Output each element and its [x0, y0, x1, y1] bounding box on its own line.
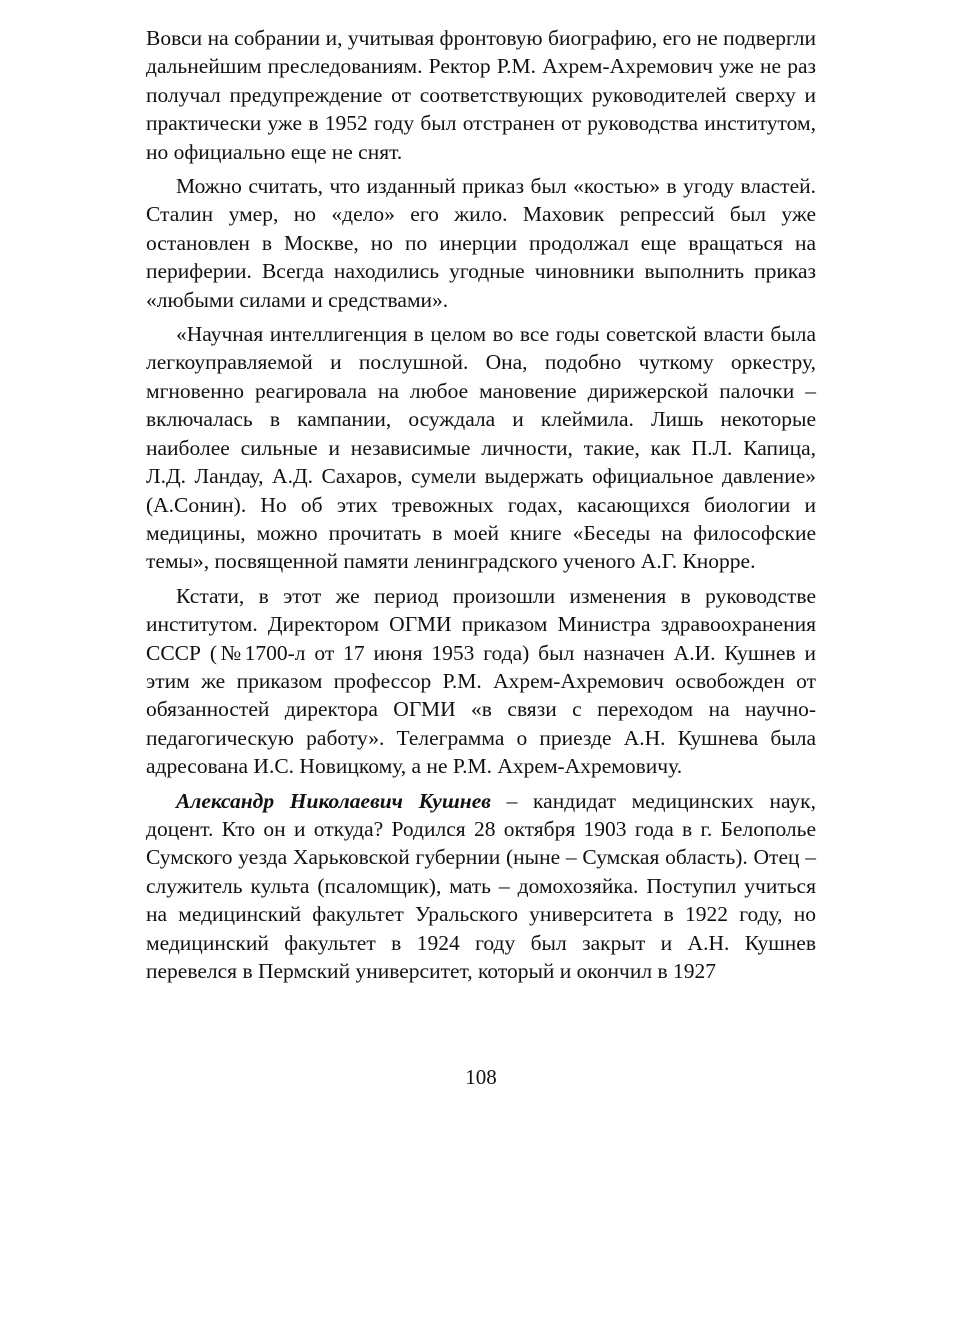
paragraph-4: Кстати, в этот же период произошли изменения в руководстве институтом. Директором ОГМИ приказом Министра здравоохранения СССР (№1700-л от 17 июня 1953 года) был назначен А.И. Кушнев и этим же приказом профессор Р.М. Ахрем-Ахремович освобожден от обязанностей директора ОГМИ «в связи с переходом на научно-педагогическую работу». Телеграмма о приезде А.Н. Кушнева была адресована И.С. Новицкому, а не Р.М. Ахрем-Ахремовичу. — [146, 583, 816, 779]
paragraph-5 — [146, 787, 816, 986]
paragraph-2: Можно считать, что изданный приказ был «костью» в угоду властей. Сталин умер, но «дело» его жило. Маховик репрессий был уже остановлен в Москве, но по инерции продолжал еще вращаться на периферии. Всегда находились угодные чиновники выполнить приказ «любыми силами и средствами». — [146, 174, 816, 312]
person-name: Александр Николаевич Кушнев — [176, 788, 491, 813]
paragraph-3: «Научная интеллигенция в целом во все годы советской власти была легкоуправляемой и послушной. Она, подобно чуткому оркестру, мгновенно реагировала на любое мановение дирижерской палочки – включалась в кампании, осуждала и клеймила. Лишь некоторые наиболее сильные и независимые личности, такие, как П.Л. Капица, Л.Д. Ландау, А.Д. Сахаров, сумели выдержать официальное давление» (А.Сонин). Но об этих тревожных годах, касающихся биологии и медицины, можно прочитать в моей книге «Беседы на философские темы», посвященной памяти ленинградского ученого А.Г. Кнорре. — [146, 322, 816, 574]
page-number: 108 — [465, 1065, 497, 1089]
page-body — [146, 24, 816, 991]
paragraph-5-text: – кандидат медицинских наук, доцент. Кто он и откуда? Родился 28 октября 1903 года в г. Белополье Сумского уезда Харьковской губернии (ныне – Сумская область). Отец – служитель культа (псаломщик), мать – домохозяйка. Поступил учиться на медицинский факультет Уральского университета в 1922 году, но медицинский факультет в 1924 году был закрыт и А.Н. Кушнев перевелся в Пермский университет, который и окончил в 1927 — [146, 788, 816, 983]
paragraph-1: Вовси на собрании и, учитывая фронтовую биографию, его не подвергли дальнейшим преследованиям. Ректор Р.М. Ахрем-Ахремович уже не раз получал предупреждение от соответствующих руководителей сверху и практически уже в 1952 году был отстранен от руководства институтом, но официально еще не снят. — [146, 26, 816, 164]
